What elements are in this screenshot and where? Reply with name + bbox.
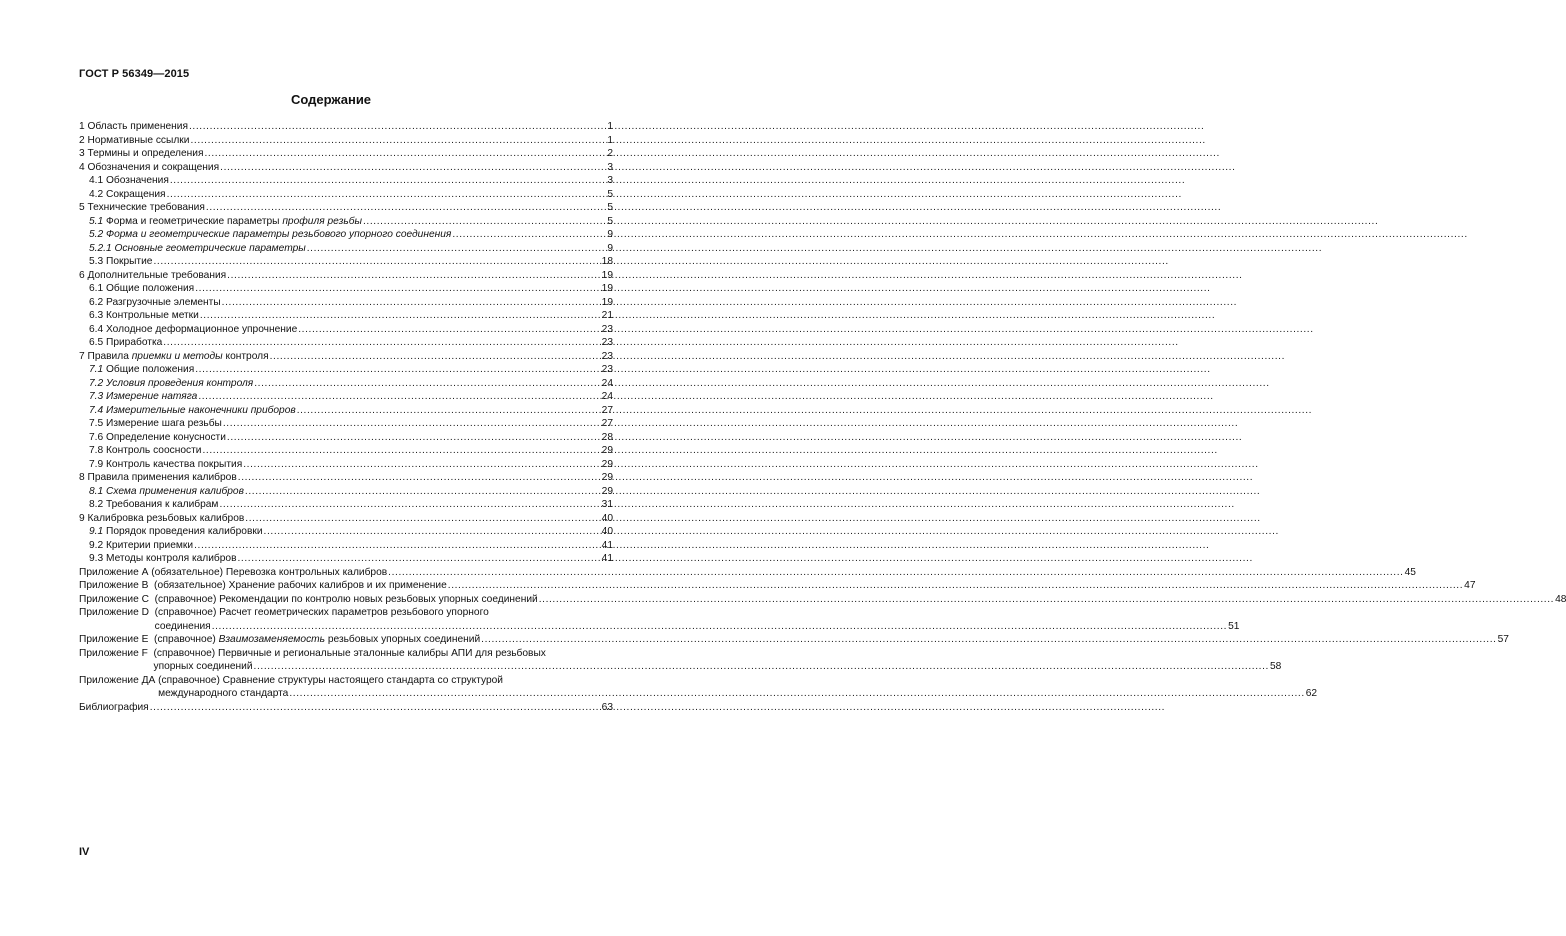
toc-entry-title: [89, 188, 166, 202]
toc-row[interactable]: [79, 336, 613, 350]
toc-text-run: контроля: [222, 350, 269, 362]
appendix-label: Приложение D: [79, 607, 155, 618]
toc-text-run: 5.2 Форма и геометрические параметры резьбового упорного соединения: [89, 229, 452, 240]
dot-leader: [270, 350, 601, 364]
toc-row[interactable]: [79, 174, 613, 188]
toc-row[interactable]: [79, 377, 613, 391]
toc-page-number: 23: [601, 323, 613, 335]
dot-leader: [245, 512, 600, 526]
toc-row[interactable]: [79, 296, 613, 310]
toc-entry-title: [89, 309, 199, 323]
toc-entry-title: [89, 296, 221, 310]
toc-page-number: 21: [601, 310, 613, 321]
appendix-label: Приложение F: [79, 647, 154, 659]
toc-entry-title: [89, 417, 222, 431]
toc-page-number: 29: [601, 458, 613, 470]
toc-text-run: (обязательное) Хранение рабочих калибров и их применение: [154, 580, 447, 591]
toc-text-run: (справочное) Расчет геометрических параметров резьбового упорного: [154, 607, 489, 618]
toc-page-number: 5: [607, 202, 613, 213]
dot-leader: [254, 377, 600, 391]
dot-leader: [206, 201, 606, 215]
toc-text-run: 7.8 Контроль соосности: [89, 445, 202, 456]
toc-text-run: 5.2.1 Основные геометрические параметры: [89, 242, 306, 254]
dot-leader: [194, 539, 601, 553]
toc-page-number: 24: [601, 377, 613, 389]
toc-row[interactable]: [79, 309, 613, 323]
toc-text-run: 9.2 Критерии приемки: [89, 539, 194, 551]
dot-leader: [163, 336, 600, 350]
dot-leader: [150, 701, 601, 715]
toc-text-run: 7 Правила: [79, 350, 132, 362]
dot-leader: [200, 309, 601, 323]
toc-entry-title: [79, 134, 189, 148]
toc-page-number: 41: [601, 553, 613, 564]
toc-row[interactable]: [79, 228, 613, 242]
toc-entry-title: [89, 485, 244, 499]
toc-row[interactable]: [154, 633, 1509, 647]
dot-leader: [198, 390, 600, 404]
toc-page-number: 40: [601, 526, 613, 537]
dot-leader: [167, 188, 607, 202]
toc-text-run: 6.3 Контрольные метки: [89, 310, 199, 321]
appendix-label: Приложение В: [79, 580, 155, 591]
dot-leader: [153, 255, 600, 269]
dot-leader: [190, 134, 606, 148]
toc-text-run: (справочное) Сравнение структуры настоящего стандарта со структурой: [158, 674, 503, 686]
toc-entry-title: [153, 648, 545, 659]
toc-text-run: 6.2 Разгрузочные элементы: [89, 296, 221, 308]
appendix-label: Приложение С: [79, 593, 155, 605]
toc-entry-title: [89, 174, 169, 188]
dot-leader: [289, 687, 1304, 701]
toc-entry-title: [158, 687, 288, 701]
toc-row[interactable]: [79, 323, 613, 337]
toc-text-run: 8 Правила применения калибров: [79, 472, 237, 483]
toc-row[interactable]: [79, 147, 613, 161]
dot-leader: [363, 215, 606, 229]
toc-text-run: (справочное) Первичные и региональные эталонные калибры АПИ для резьбовых: [153, 647, 546, 659]
dot-leader: [222, 296, 601, 310]
toc-entry-title: [89, 377, 253, 391]
toc-page-number: 2: [607, 148, 613, 159]
appendix-title-line: [155, 606, 1240, 620]
toc-page-number: 51: [1228, 620, 1240, 632]
bibliography-title: Библиография: [79, 701, 149, 713]
dot-leader: [307, 242, 607, 256]
toc-row[interactable]: [79, 282, 613, 296]
dot-leader: [223, 417, 601, 431]
dot-leader: [204, 147, 606, 161]
toc-page-number: 23: [601, 350, 613, 362]
toc-text-run: Взаимозаменяемость: [218, 634, 326, 645]
toc-entry-title: [89, 228, 451, 242]
toc-text-run: приемки и методы: [131, 350, 223, 362]
dot-leader: [264, 525, 601, 539]
toc-entry-title: [89, 336, 162, 350]
toc-page-number: 9: [607, 242, 613, 254]
dot-leader: [243, 458, 600, 472]
toc-row[interactable]: [158, 687, 1317, 701]
dot-leader: [189, 120, 606, 134]
toc-text-run: 8.2 Требования к калибрам: [89, 499, 219, 510]
toc-page-number: 3: [607, 161, 613, 173]
appendix-entry[interactable]: [79, 633, 1509, 647]
toc-entry-title: [154, 633, 480, 647]
dot-leader: [297, 404, 601, 418]
toc-entry-title: [89, 404, 296, 418]
dot-leader: [212, 620, 1227, 634]
toc-row[interactable]: [79, 269, 613, 283]
toc-entry-title: [154, 579, 447, 593]
toc-row[interactable]: [79, 120, 613, 134]
toc-page-number: 28: [601, 431, 613, 443]
toc-page-number: 1: [607, 121, 613, 132]
toc-text-run: 6.4 Холодное деформационное упрочнение: [89, 323, 298, 335]
toc-text-run: 4.1 Обозначения: [89, 175, 169, 186]
dot-leader: [254, 660, 1269, 674]
toc-row[interactable]: [79, 161, 613, 175]
dot-leader: [539, 593, 1554, 607]
toc-text-run: 9.3 Методы контроля калибров: [89, 553, 237, 564]
toc-entry-title: [79, 350, 269, 364]
dot-leader: [448, 579, 1463, 593]
toc-row[interactable]: [79, 512, 613, 526]
dot-leader: [220, 161, 606, 175]
toc-entry-title: [151, 566, 387, 580]
appendix-title-line: [158, 674, 1317, 688]
toc-text-run: соединения: [154, 620, 211, 632]
toc-row[interactable]: [79, 242, 613, 256]
toc-entry-title: [79, 471, 237, 485]
toc-page-number: 19: [601, 283, 613, 294]
toc-entry-title: [89, 242, 306, 256]
page-number: IV: [79, 846, 90, 858]
toc-row[interactable]: [79, 404, 613, 418]
toc-entry-title: [79, 147, 203, 161]
toc-text-run: Форма и геометрические параметры: [103, 215, 283, 227]
dot-leader: [170, 174, 606, 188]
dot-leader: [481, 633, 1496, 647]
toc-row[interactable]: [79, 363, 613, 377]
toc-row[interactable]: [154, 579, 1475, 593]
dot-leader: [195, 363, 600, 377]
toc-entry-title: [89, 255, 152, 269]
toc-text-run: 7.1: [89, 364, 104, 375]
toc-text-run: 6.1 Общие положения: [89, 283, 195, 294]
toc-text-run: 5.3 Покрытие: [89, 256, 153, 267]
toc-text-run: 1 Область применения: [79, 121, 188, 132]
toc-page-number: 63: [601, 701, 613, 713]
toc-row[interactable]: [79, 485, 613, 499]
appendix-label: Приложение Е: [79, 634, 155, 645]
toc-row[interactable]: [79, 539, 613, 553]
toc-entry-title: [89, 552, 237, 566]
appendix-label: Приложение ДА: [79, 674, 159, 686]
toc-row[interactable]: [79, 134, 613, 148]
toc-page-number: 5: [607, 188, 613, 200]
toc-text-run: 7.4 Измерительные наконечники приборов: [89, 404, 296, 416]
toc-row[interactable]: [79, 188, 613, 202]
toc-page-number: 29: [601, 445, 613, 456]
toc-row[interactable]: [79, 255, 613, 269]
toc-page-number: 31: [601, 499, 613, 510]
dot-leader: [388, 566, 1403, 580]
page-title: Содержание: [290, 92, 372, 107]
toc-entry-title: [79, 161, 219, 175]
toc-row[interactable]: [79, 201, 613, 215]
toc-entry-title: [89, 323, 297, 337]
toc-page-number: 40: [601, 512, 613, 524]
toc-page-number: 27: [601, 418, 613, 429]
toc-text-run: 4 Обозначения и сокращения: [79, 161, 220, 173]
toc-text-run: 7.2 Условия проведения контроля: [89, 377, 254, 389]
dot-leader: [195, 282, 600, 296]
toc-page-number: 29: [601, 472, 613, 483]
dot-leader: [245, 485, 601, 499]
toc-text-run: 2 Нормативные ссылки: [79, 134, 190, 146]
toc-page-number: 45: [1404, 566, 1416, 578]
toc-page-number: 58: [1269, 661, 1282, 672]
dot-leader: [238, 552, 601, 566]
toc-page-number: 18: [601, 256, 613, 267]
toc-row[interactable]: [79, 701, 613, 715]
dot-leader: [202, 444, 600, 458]
toc-row[interactable]: [79, 525, 613, 539]
toc-row[interactable]: [155, 593, 1566, 607]
toc-text-run: 5 Технические требования: [79, 202, 205, 213]
toc-entry-title: [89, 282, 194, 296]
toc-page-number: 5: [607, 215, 613, 227]
toc-text-run: 5.1: [89, 215, 104, 227]
toc-entry-title: [89, 539, 193, 553]
toc-page-number: 57: [1497, 634, 1509, 645]
toc-text-run: резьбовых упорных соединений: [325, 634, 481, 645]
toc-text-run: (справочное) Рекомендации по контролю новых резьбовых упорных соединений: [154, 593, 538, 605]
toc-text-run: Общие положения: [103, 364, 195, 375]
toc-row[interactable]: [153, 660, 1281, 674]
toc-page-number: 29: [601, 485, 613, 497]
toc-text-run: 6.5 Приработка: [89, 337, 163, 348]
dot-leader: [219, 498, 600, 512]
toc-page-number: 3: [607, 175, 613, 186]
toc-text-run: 7.5 Измерение шага резьбы: [89, 418, 222, 429]
toc-row[interactable]: [79, 215, 613, 229]
toc-page-number: 23: [601, 364, 613, 375]
toc-text-run: международного стандарта: [158, 688, 289, 699]
dot-leader: [452, 228, 606, 242]
toc-text-run: Порядок проведения калибровки: [103, 526, 263, 537]
toc-row[interactable]: [79, 350, 613, 364]
toc-page-number: 1: [607, 134, 613, 146]
toc-page-number: 24: [601, 391, 613, 402]
toc-entry-title: [79, 120, 188, 134]
toc-row[interactable]: [79, 458, 613, 472]
toc-entry-title: [89, 390, 197, 404]
toc-text-run: (справочное): [154, 634, 219, 645]
toc-text-run: 7.3 Измерение натяга: [89, 391, 198, 402]
toc-row[interactable]: [79, 390, 613, 404]
toc-text-run: 9 Калибровка резьбовых калибров: [79, 512, 245, 524]
dot-leader: [298, 323, 600, 337]
toc-text-run: 4.2 Сокращения: [89, 188, 166, 200]
toc-text-run: 9.1: [89, 526, 104, 537]
toc-entry-title: [79, 201, 205, 215]
toc-row[interactable]: [79, 444, 613, 458]
appendix-entry[interactable]: [79, 606, 1240, 633]
toc-page-number: 23: [601, 337, 613, 348]
toc-entry-title: [158, 675, 503, 686]
toc-entry-title: [155, 620, 211, 634]
toc-entry-title: [89, 363, 194, 377]
appendix-entry[interactable]: [79, 579, 1476, 593]
dot-leader: [227, 269, 601, 283]
appendix-label: Приложение А: [79, 566, 152, 578]
toc-page-number: 27: [601, 404, 613, 416]
appendix-entry[interactable]: [79, 647, 1282, 674]
toc-row[interactable]: [79, 552, 613, 566]
toc-entry-title: [153, 660, 252, 674]
toc-entry-title: [155, 593, 538, 607]
toc-entry-title: [79, 512, 244, 526]
toc-entry-title: [155, 607, 489, 618]
toc-text-run: 8.1 Схема применения калибров: [89, 485, 244, 497]
toc-page-number: 9: [607, 229, 613, 240]
toc-text-run: 3 Термины и определения: [79, 148, 204, 159]
toc-text-run: 6 Дополнительные требования: [79, 269, 227, 281]
toc-row[interactable]: [79, 417, 613, 431]
toc-page-number: 19: [601, 269, 613, 281]
document-header: ГОСТ Р 56349—2015: [79, 68, 190, 80]
toc-entry-title: [89, 431, 226, 445]
toc-entry-title: [89, 458, 242, 472]
toc-entry-title: [89, 525, 263, 539]
toc-text-run: 7.6 Определение конусности: [89, 431, 226, 443]
dot-leader: [227, 431, 601, 445]
appendix-title-line: [153, 647, 1281, 661]
toc-entry-title: [89, 444, 201, 458]
toc-row[interactable]: [151, 566, 1416, 580]
toc-entry-title: [79, 269, 226, 283]
toc-text-run: (обязательное) Перевозка контрольных калибров: [151, 566, 388, 578]
appendix-entry[interactable]: [79, 593, 1566, 607]
toc-row[interactable]: [79, 431, 613, 445]
toc-page-number: 19: [601, 296, 613, 308]
toc-entry-title: [89, 215, 362, 229]
toc-row[interactable]: [79, 471, 613, 485]
toc-page-number: 48: [1555, 593, 1566, 605]
toc-page-number: 41: [601, 539, 613, 551]
appendix-entry[interactable]: [79, 674, 1318, 701]
table-of-contents: [79, 120, 1566, 714]
dot-leader: [238, 471, 601, 485]
toc-page-number: 47: [1464, 580, 1476, 591]
appendix-entry[interactable]: [79, 566, 1416, 580]
toc-page-number: 62: [1305, 688, 1318, 699]
toc-row[interactable]: [79, 498, 613, 512]
toc-entry-title: [89, 498, 218, 512]
toc-text-run: 7.9 Контроль качества покрытия: [89, 458, 243, 470]
toc-row[interactable]: [155, 620, 1240, 634]
toc-text-run: профиля резьбы: [282, 215, 362, 227]
toc-text-run: упорных соединений: [153, 661, 253, 672]
